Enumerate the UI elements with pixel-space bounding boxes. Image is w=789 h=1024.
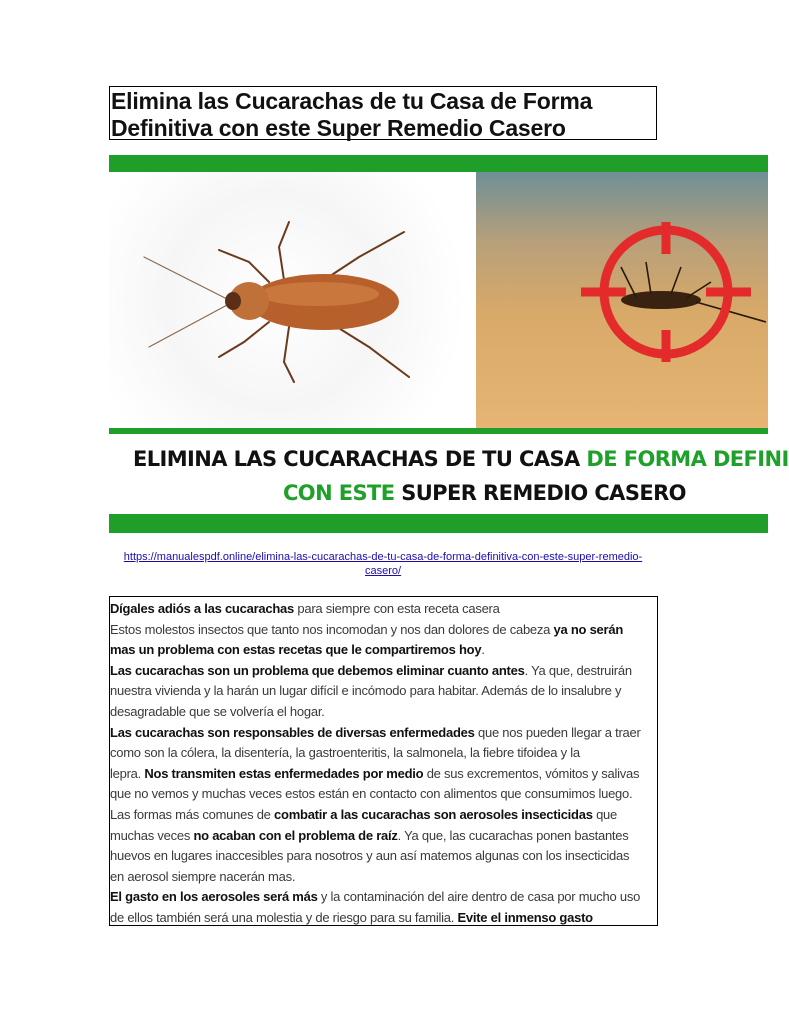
cockroach-illustration [109,172,476,428]
cockroach-photo [109,172,476,428]
title-line-2: Definitiva con este Super Remedio Casero [111,115,566,141]
banner-green-bar-middle [109,428,768,434]
banner-caption-line-2: CON ESTE SUPER REMEDIO CASERO [283,481,686,505]
title-box [109,86,657,140]
banner-caption-line-1: ELIMINA LAS CUCARACHAS DE TU CASA DE FORMA DEFINI [133,447,789,471]
hero-banner-image [109,155,789,533]
article-body-box [109,596,658,926]
title-line-1: Elimina las Cucarachas de tu Casa de Forma [111,88,593,114]
page-title [110,87,656,142]
banner-green-bar-top [109,155,768,172]
source-link[interactable]: https://manualespdf.online/elimina-las-cucarachas-de-tu-casa-de-forma-definitiva-con-este-super-remedio- casero/ [123,551,643,577]
target-crosshair-icon [476,172,768,428]
banner-green-bar-bottom [109,514,768,533]
article-body-text: Dígales adiós a las cucarachas para siempre con esta receta casera Estos molestos insectos que tanto nos incomodan y nos dan dolores de cabeza ya no serán mas un problema con estas recetas que le compartiremos hoy. Las cucarachas son un problema que debemos eliminar cuanto antes. Ya que, destruirán nuestra vivienda y la harán un lugar difícil e incómodo para habitar. Además de lo insalubre y desagradable que se volvería el hogar. Las cucarachas son responsables de diversas enfermedades que nos pueden llegar a traer como son la cólera, la disentería, la gastroenteritis, la salmonela, la fiebre tifoidea y la lepra. Nos transmiten estas enfermedades por medio de sus excrementos, vómitos y salivas que no vemos y muchas veces estos están en contacto con alimentos que consumimos luego. Las formas más comunes de combatir a las cucarachas son aerosoles insecticidas que muchas veces no acaban con el problema de raíz. Ya que, las cucarachas ponen bastantes huevos en lugares inaccesibles para nosotros y aun así matemos algunas con los insecticidas en aerosol siempre nacerán mas. El gasto en los aerosoles será más y la contaminación del aire dentro de casa por mucho uso de ellos también será una molestia y de riesgo para su familia. Evite el inmenso gasto [110,601,641,925]
dead-cockroach-target-photo [476,172,768,428]
